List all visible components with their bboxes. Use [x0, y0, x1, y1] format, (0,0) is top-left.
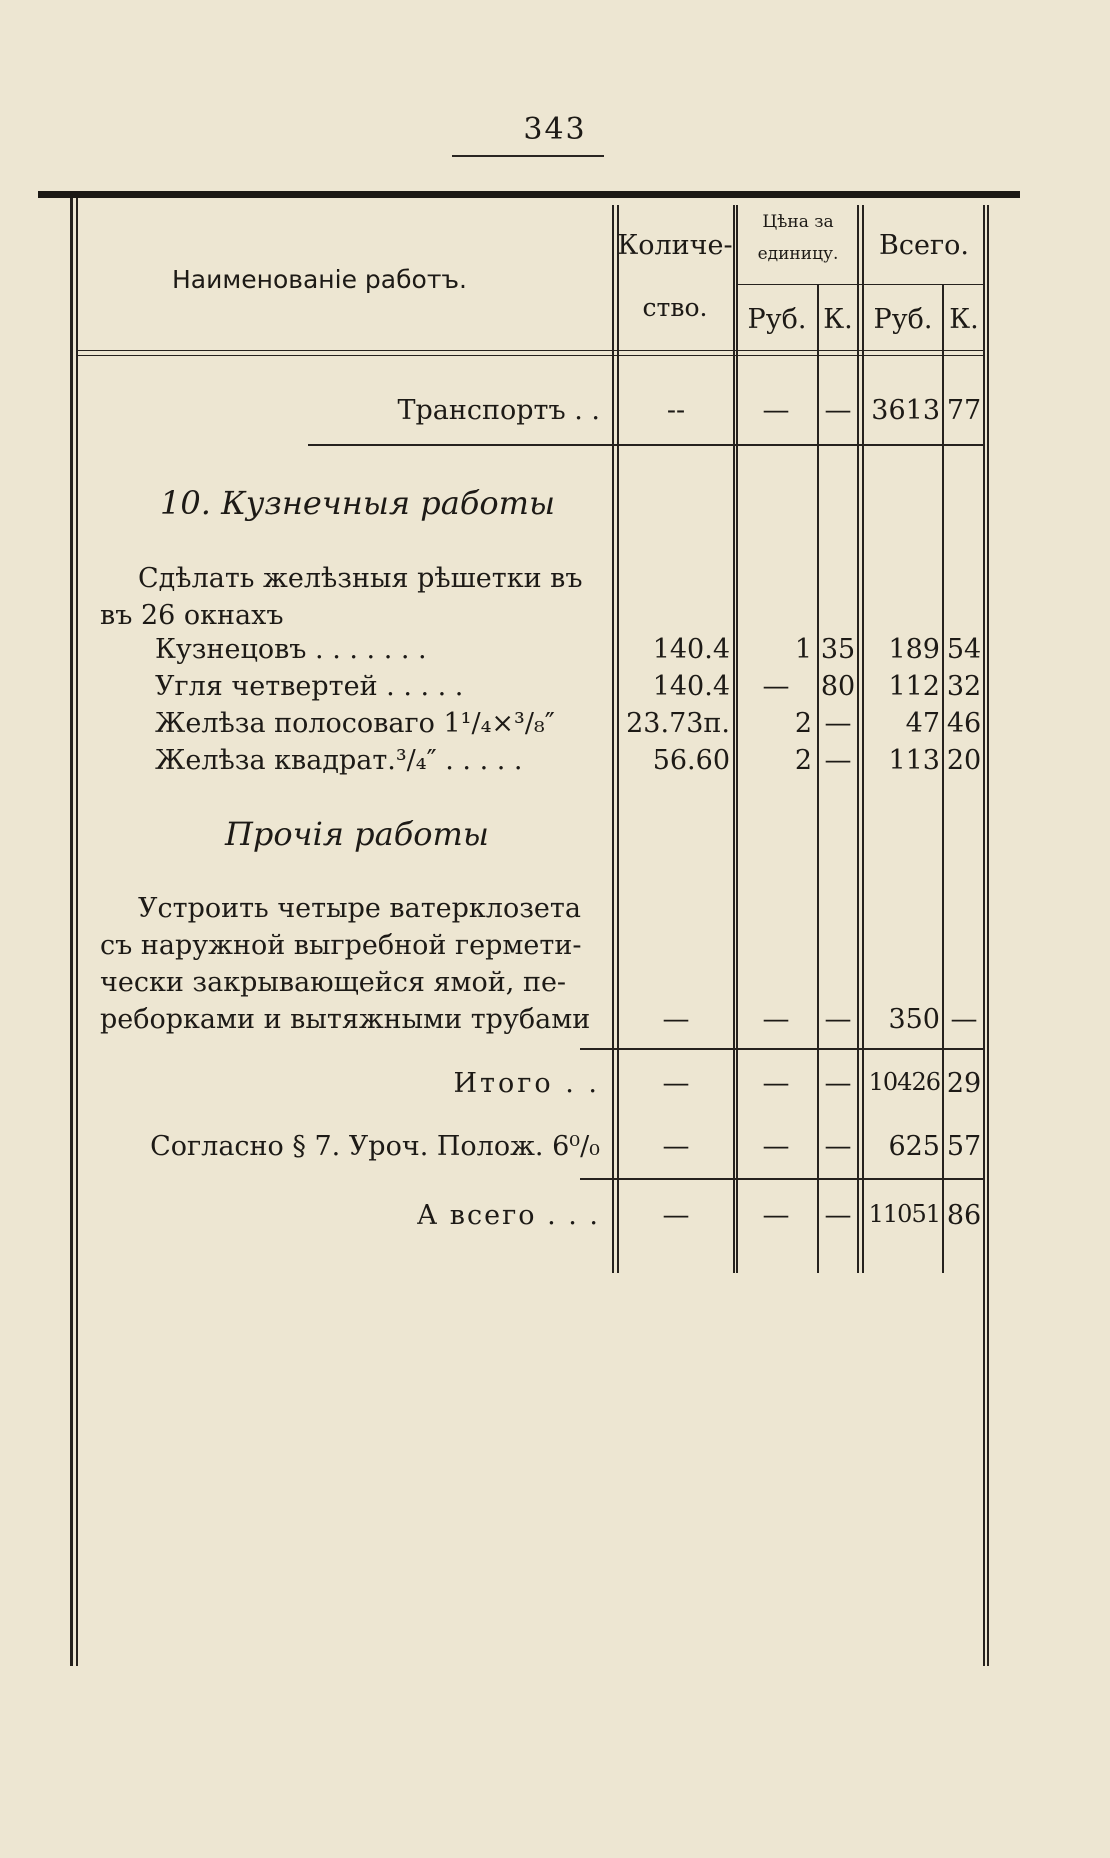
itogo-price-rub: — [762, 1068, 790, 1099]
soglasno-label: Согласно § 7. Уроч. Полож. 6⁰/₀ [150, 1131, 600, 1162]
item-total-kop: 20 [946, 745, 982, 776]
itogo-qty: — [662, 1068, 690, 1099]
vsego-total-rub: 11051 [868, 1200, 940, 1228]
column-divider [862, 205, 864, 1273]
transport-label: Транспортъ . . [397, 395, 600, 426]
soglasno-qty: — [662, 1131, 690, 1162]
column-divider [612, 205, 614, 1273]
column-divider [942, 285, 944, 1273]
header-price: Цѣна за [762, 212, 834, 232]
header-price-rub: Руб. [747, 304, 807, 335]
header-qty: Количе- [617, 230, 733, 261]
item-qty: 140.4 [652, 634, 730, 665]
transport-total-kop: 77 [946, 395, 982, 426]
vsego-qty: — [662, 1200, 690, 1231]
header-total-rub: Руб. [873, 304, 933, 335]
vsego-label: А всего . . . [416, 1200, 600, 1231]
section-description: Сдѣлать желѣзныя рѣшетки въ [138, 563, 583, 594]
header-price: единицу. [757, 244, 839, 264]
header-name: Наименованiе работъ. [172, 265, 467, 294]
itogo-rule [580, 1048, 984, 1050]
item-qty: 140.4 [652, 671, 730, 702]
item-qty: 23.73п. [626, 708, 730, 739]
item-total-rub: 112 [888, 671, 940, 702]
item-price-rub: 1 [794, 634, 812, 665]
vsego-price-rub: — [762, 1200, 790, 1231]
section-title-smithing: 10. Кузнечныя работы [160, 484, 556, 522]
item-name: Угля четвертей . . . . . [155, 671, 464, 702]
transport-rule [308, 444, 984, 446]
transport-total-rub: 3613 [871, 395, 940, 426]
item-price-kop: — [824, 708, 852, 739]
header-price-kop: К. [823, 304, 853, 335]
item-qty: 56.60 [652, 745, 730, 776]
table-left-border-inner [76, 198, 78, 1666]
section-description: чески закрывающейся ямой, пе- [100, 967, 567, 998]
transport-price-kop: — [824, 395, 852, 426]
other-qty: — [662, 1004, 690, 1035]
transport-price-rub: — [762, 395, 790, 426]
item-price-rub: 2 [794, 745, 812, 776]
vsego-total-kop: 86 [946, 1200, 982, 1231]
item-price-kop: 80 [820, 671, 856, 702]
itogo-price-kop: — [824, 1068, 852, 1099]
table-top-rule [38, 191, 1020, 198]
section-description: реборками и вытяжными трубами [100, 1004, 591, 1035]
section-title-other: Прочiя работы [225, 815, 489, 853]
column-divider [617, 205, 619, 1273]
section-description: Устроить четыре ватерклозета [138, 893, 581, 924]
other-price-kop: — [824, 1004, 852, 1035]
column-divider [736, 205, 738, 1273]
page-number: 343 [523, 112, 587, 147]
table-left-border [70, 198, 73, 1666]
soglasno-total-rub: 625 [888, 1131, 940, 1162]
itogo-total-rub: 10426 [868, 1068, 940, 1096]
section-description: въ 26 окнахъ [100, 600, 284, 631]
header-total-kop: К. [949, 304, 979, 335]
item-total-kop: 46 [946, 708, 982, 739]
item-name: Кузнецовъ . . . . . . . [155, 634, 427, 665]
soglasno-total-kop: 57 [946, 1131, 982, 1162]
item-total-rub: 189 [888, 634, 940, 665]
vsego-rule [580, 1178, 984, 1180]
soglasno-price-kop: — [824, 1131, 852, 1162]
header-subrule [737, 284, 985, 285]
section-description: съ наружной выгребной гермети- [100, 930, 582, 961]
page-number-rule [452, 155, 604, 157]
other-total-rub: 350 [888, 1004, 940, 1035]
item-total-rub: 47 [905, 708, 940, 739]
vsego-price-kop: — [824, 1200, 852, 1231]
item-price-rub: — [762, 671, 790, 702]
header-rule [77, 355, 984, 356]
other-price-rub: — [762, 1004, 790, 1035]
itogo-total-kop: 29 [946, 1068, 982, 1099]
header-qty: ство. [642, 293, 708, 322]
item-total-kop: 54 [946, 634, 982, 665]
table-right-border-inner [987, 205, 989, 1666]
column-divider [733, 205, 735, 1273]
soglasno-price-rub: — [762, 1131, 790, 1162]
header-rule [77, 350, 984, 351]
item-name: Желѣза полосоваго 1¹/₄×³/₈″ [155, 708, 555, 739]
item-price-kop: 35 [820, 634, 856, 665]
item-total-rub: 113 [888, 745, 940, 776]
other-total-kop: — [950, 1004, 978, 1035]
item-price-kop: — [824, 745, 852, 776]
table-right-border [983, 205, 985, 1666]
column-divider [817, 285, 819, 1273]
column-divider [857, 205, 859, 1273]
header-total: Всего. [879, 230, 969, 261]
transport-qty: -- [666, 395, 686, 426]
item-price-rub: 2 [794, 708, 812, 739]
item-name: Желѣза квадрат.³/₄″ . . . . . [155, 745, 523, 776]
item-total-kop: 32 [946, 671, 982, 702]
itogo-label: Итого . . [453, 1068, 600, 1099]
